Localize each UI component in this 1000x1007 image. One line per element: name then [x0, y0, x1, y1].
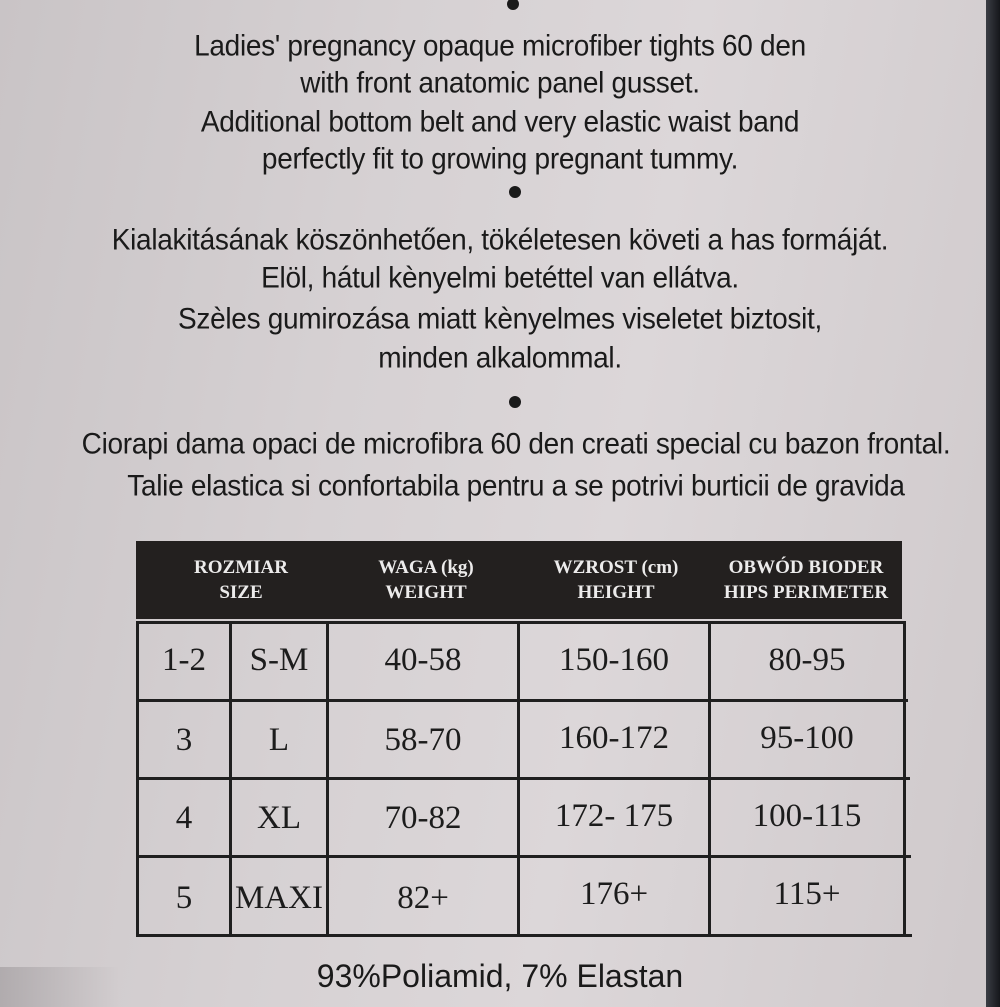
- composition-text: 93%Poliamid, 7% Elastan: [316, 958, 684, 994]
- english-line-2: with front anatomic panel gusset.: [300, 66, 700, 99]
- header-hips-line1: OBWÓD BIODER: [728, 557, 884, 578]
- romanian-line-2: Talie elastica si confortabila pentru a se potrivi burticii de gravida: [127, 469, 905, 502]
- english-line-1: Ladies' pregnancy opaque microfiber tights 60 den: [194, 29, 806, 62]
- table-cell-height: 172- 175: [554, 798, 674, 834]
- header-hips: [711, 555, 901, 605]
- table-cell-height: 150-160: [559, 642, 669, 678]
- grid-line: [136, 699, 908, 702]
- table-cell-num: 3: [175, 722, 193, 758]
- hungarian-line-2: Elöl, hátul kènyelmi betéttel van ellátva.: [261, 261, 739, 294]
- header-size-line2: SIZE: [219, 582, 263, 603]
- header-height: [536, 555, 696, 605]
- table-cell-weight: 40-58: [384, 642, 462, 678]
- table-cell-size: MAXI: [235, 880, 323, 916]
- english-line-4: perfectly fit to growing pregnant tummy.: [261, 142, 739, 175]
- size-table-header: [136, 541, 902, 619]
- hungarian-line-1: Kialakitásának köszönhetően, tökéletesen követi a has formáját.: [111, 223, 889, 256]
- header-size: [176, 555, 306, 605]
- table-cell-num: 4: [175, 800, 193, 836]
- table-cell-weight: 58-70: [384, 722, 462, 758]
- header-hips-line2: HIPS PERIMETER: [723, 582, 889, 603]
- table-cell-hips: 100-115: [752, 798, 862, 834]
- header-weight-line2: WEIGHT: [385, 582, 467, 603]
- english-line-3: Additional bottom belt and very elastic waist band: [200, 105, 800, 138]
- bullet-2: [509, 396, 521, 408]
- table-cell-hips: 80-95: [768, 642, 846, 678]
- hungarian-line-4: minden alkalommal.: [378, 341, 622, 374]
- bullet-1: [509, 186, 521, 198]
- grid-line: [136, 777, 910, 780]
- grid-line: [136, 621, 906, 624]
- header-height-line2: HEIGHT: [577, 582, 655, 603]
- table-cell-size: S-M: [249, 642, 309, 678]
- table-cell-height: 176+: [579, 876, 649, 912]
- table-cell-size: XL: [257, 800, 301, 836]
- table-cell-num: 1-2: [162, 642, 206, 678]
- table-cell-weight: 82+: [397, 880, 449, 916]
- table-cell-hips: 115+: [773, 876, 841, 912]
- grid-line: [136, 934, 912, 937]
- table-cell-weight: 70-82: [384, 800, 462, 836]
- table-cell-num: 5: [175, 880, 193, 916]
- size-table: [136, 621, 912, 937]
- grid-line: [903, 621, 906, 937]
- bullet-top: [507, 0, 519, 10]
- table-cell-height: 160-172: [559, 720, 669, 756]
- header-size-line1: ROZMIAR: [194, 557, 288, 578]
- header-weight: [356, 555, 496, 605]
- hungarian-line-3: Szèles gumirozása miatt kènyelmes viseletet biztosit,: [178, 302, 822, 335]
- header-height-line1: WZROST (cm): [553, 557, 679, 578]
- header-weight-line1: WAGA (kg): [378, 557, 474, 578]
- table-cell-hips: 95-100: [760, 720, 854, 756]
- table-cell-size: L: [268, 722, 290, 758]
- grid-line: [136, 855, 911, 858]
- romanian-line-1: Ciorapi dama opaci de microfibra 60 den creati special cu bazon frontal.: [81, 427, 951, 460]
